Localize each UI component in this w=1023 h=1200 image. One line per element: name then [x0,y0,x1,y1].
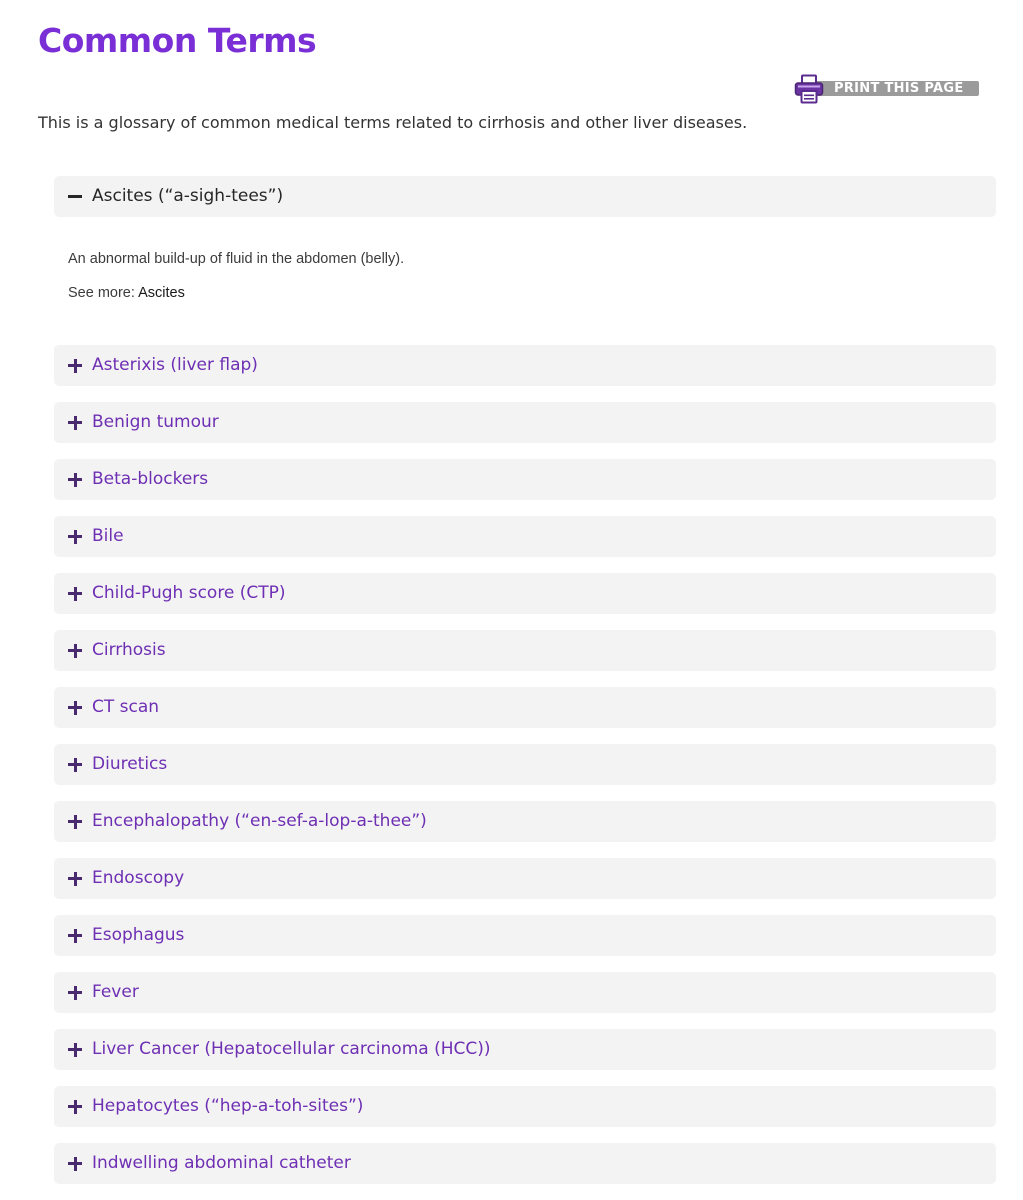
accordion-term: Fever [92,982,139,1002]
plus-icon [68,687,82,728]
print-page-button[interactable] [794,74,980,104]
plus-icon [68,1143,82,1184]
accordion-header[interactable] [54,744,996,785]
plus-icon [68,573,82,614]
accordion-header-ascites[interactable] [54,176,996,217]
plus-icon [68,345,82,386]
accordion-header[interactable] [54,345,996,386]
accordion-header[interactable] [54,630,996,671]
plus-icon [68,801,82,842]
print-button-label: PRINT THIS PAGE [834,81,964,96]
plus-icon [68,858,82,899]
accordion-term: Diuretics [92,754,168,774]
accordion-term: Liver Cancer (Hepatocellular carcinoma (HCC)) [92,1039,491,1059]
accordion-header[interactable] [54,1086,996,1127]
accordion-term: Cirrhosis [92,640,166,660]
see-more-link[interactable]: Ascites [138,285,185,301]
accordion-header[interactable] [54,402,996,443]
accordion-header[interactable] [54,972,996,1013]
printer-icon [794,74,824,104]
accordion-header[interactable] [54,801,996,842]
accordion-term: Encephalopathy (“en-sef-a-lop-a-thee”) [92,811,427,831]
accordion-header[interactable] [54,915,996,956]
plus-icon [68,516,82,557]
plus-icon [68,744,82,785]
plus-icon [68,459,82,500]
accordion-header[interactable] [54,1029,996,1070]
accordion-term: Ascites (“a-sigh-tees”) [92,186,284,206]
accordion-panel-ascites [68,249,404,303]
accordion-header[interactable] [54,459,996,500]
accordion-header[interactable] [54,858,996,899]
see-more-line [68,283,404,303]
plus-icon [68,402,82,443]
plus-icon [68,1086,82,1127]
accordion-header[interactable] [54,687,996,728]
plus-icon [68,1029,82,1070]
accordion-term: Beta-blockers [92,469,209,489]
see-more-label: See more: [68,285,135,301]
accordion-term: Bile [92,526,124,546]
accordion-term: Child-Pugh score (CTP) [92,583,286,603]
intro-text: This is a glossary of common medical terms related to cirrhosis and other liver diseases. [38,113,748,132]
accordion-header[interactable] [54,1143,996,1184]
accordion-term: CT scan [92,697,160,717]
accordion-term: Indwelling abdominal catheter [92,1153,351,1173]
plus-icon [68,630,82,671]
accordion-header[interactable] [54,573,996,614]
accordion-term: Hepatocytes (“hep-a-toh-sites”) [92,1096,364,1116]
minus-icon [68,176,82,217]
term-definition: An abnormal build-up of fluid in the abdomen (belly). [68,251,405,267]
accordion-term: Esophagus [92,925,185,945]
accordion-header[interactable] [54,516,996,557]
plus-icon [68,915,82,956]
accordion-term: Endoscopy [92,868,185,888]
plus-icon [68,972,82,1013]
accordion-term: Benign tumour [92,412,219,432]
accordion-term: Asterixis (liver flap) [92,355,258,375]
page-title: Common Terms [38,21,317,60]
